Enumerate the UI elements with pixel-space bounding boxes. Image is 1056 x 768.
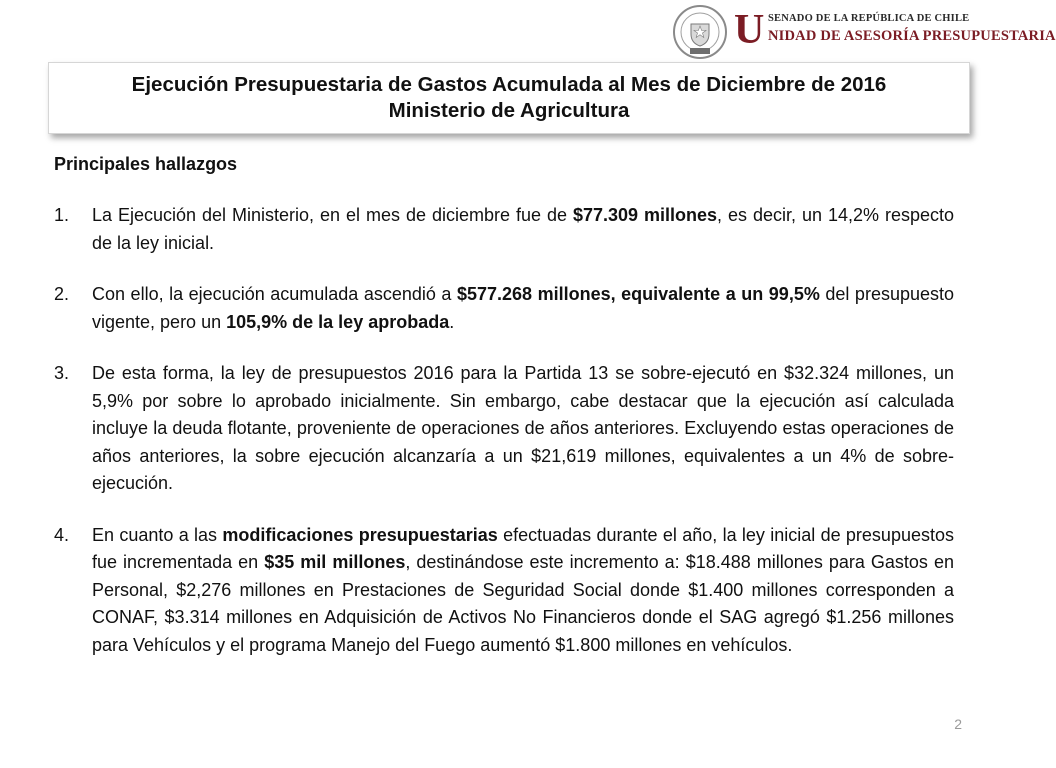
finding-item — [54, 202, 954, 257]
finding-text-run: Con ello, la ejecución acumulada ascendió a — [92, 284, 457, 304]
finding-highlight: $577.268 millones, equivalente a un 99,5% — [456, 284, 820, 304]
findings-list — [54, 202, 954, 683]
finding-highlight: 105,9% de la ley aprobada — [226, 311, 450, 332]
senado-label: SENADO DE LA REPÚBLICA DE CHILE — [768, 13, 970, 24]
unit-initial: U — [734, 7, 765, 53]
finding-highlight: $35 mil millones — [264, 552, 406, 572]
finding-number: 4. — [54, 524, 70, 545]
title-line-2: Ministerio de Agricultura — [388, 99, 630, 122]
title-line-1: Ejecución Presupuestaria de Gastos Acumulada al Mes de Diciembre de 2016 — [131, 73, 887, 96]
finding-item — [54, 360, 954, 498]
unit-name: NIDAD DE ASESORÍA PRESUPUESTARIA — [768, 28, 1056, 44]
finding-text — [92, 281, 954, 336]
finding-number: 2. — [54, 284, 70, 304]
finding-text-run: , destinándose este incremento a: $18.488 millones para Gastos en Personal, $2,276 millones en Prestaciones de Seguridad Social donde $1.400 millones corresponden a CONAF, $3.314 millones en Adquisición de Activos No Financieros donde el SAG agregó $1.256 millones para Vehículos y el programa Manejo del Fuego aumentó $1.800 millones en vehículos. — [92, 552, 954, 655]
finding-highlight: modificaciones presupuestarias — [222, 524, 498, 545]
finding-number: 3. — [54, 363, 70, 383]
finding-text-run: del presupuesto vigente, pero un — [92, 284, 955, 332]
finding-text-run: La Ejecución del Ministerio, en el mes de diciembre fue de — [92, 205, 573, 225]
finding-text-run: De esta forma, la ley de presupuestos 2016 para la Partida 13 se sobre-ejecutó en $32.324 millones, un 5,9% por sobre lo aprobado inicialmente. Sin embargo, cabe destacar que la ejecución así calculada incluye la deuda flotante, proveniente de operaciones de años anteriores. Excluyendo estas operaciones de años anteriores, la sobre ejecución alcanzaría a un $21,619 millones, equivalentes a un 4% de sobre-ejecución. — [92, 363, 954, 493]
finding-item — [54, 522, 954, 660]
finding-highlight: $77.309 millones — [572, 205, 717, 225]
finding-text-run: efectuadas durante el año, la ley inicial de presupuestos fue incrementada en — [92, 524, 954, 572]
finding-text — [92, 522, 954, 660]
senado-seal-logo — [672, 4, 728, 60]
finding-number: 1. — [54, 205, 70, 225]
finding-text — [92, 360, 954, 498]
finding-text-run: En cuanto a las — [92, 524, 223, 545]
finding-item — [54, 281, 954, 336]
page-number: 2 — [954, 716, 962, 732]
header-logo — [672, 4, 1056, 60]
section-heading: Principales hallazgos — [54, 154, 238, 174]
finding-text-run: . — [449, 311, 455, 332]
title-box — [48, 62, 970, 134]
finding-text-run: , es decir, un 14,2% respecto de la ley inicial. — [92, 205, 954, 253]
finding-text — [92, 202, 954, 257]
